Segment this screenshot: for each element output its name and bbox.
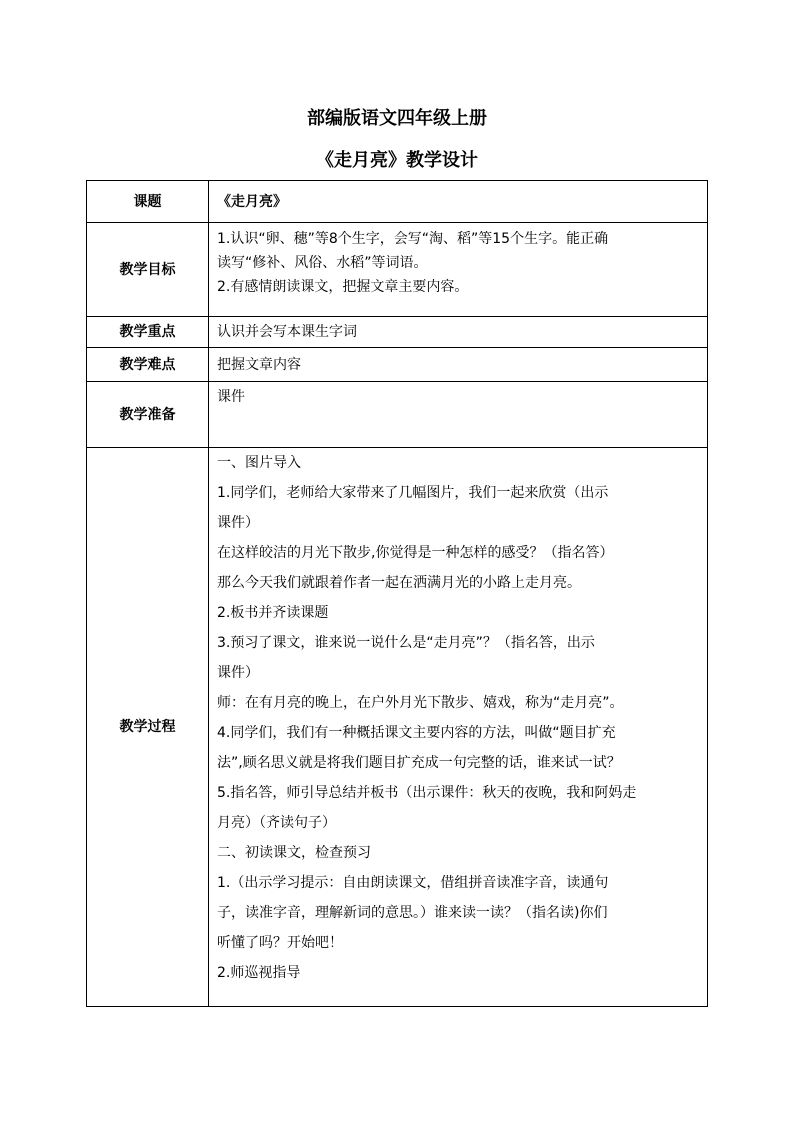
preparation-value: 课件 <box>217 389 245 405</box>
table-row-topic <box>87 181 708 223</box>
preparation-label: 教学准备 <box>87 382 209 448</box>
difficulties-label: 教学难点 <box>87 348 209 382</box>
process-line: 听懂了吗？开始吧！ <box>217 935 343 951</box>
process-line: 那么今天我们就跟着作者一起在洒满月光的小路上走月亮。 <box>217 575 581 591</box>
topic-value: 《走月亮》 <box>209 181 708 223</box>
preparation-content <box>209 382 708 448</box>
process-line: 4.同学们，我们有一种概括课文主要内容的方法，叫做“题目扩充 <box>217 725 616 741</box>
process-line: 1.同学们，老师给大家带来了几幅图片，我们一起来欣赏（出示 <box>217 485 609 501</box>
goals-line: 1.认识“卵、穗”等8个生字，会写“淘、稻”等15个生字。能正确 <box>217 231 609 247</box>
table-row-difficulties <box>87 348 708 382</box>
difficulties-value: 把握文章内容 <box>209 348 708 382</box>
process-line: 3.预习了课文，谁来说一说什么是“走月亮”？（指名答，出示 <box>217 635 595 651</box>
process-line: 2.师巡视指导 <box>217 965 301 981</box>
table-row-process <box>87 448 708 1007</box>
table-row-goals <box>87 223 708 317</box>
table-row-preparation <box>87 382 708 448</box>
process-line: 一、图片导入 <box>217 455 301 471</box>
key-points-label: 教学重点 <box>87 317 209 348</box>
process-label: 教学过程 <box>87 448 209 1007</box>
document-title: 部编版语文四年级上册 <box>307 108 487 129</box>
process-content <box>209 448 708 1007</box>
process-line: 5.指名答，师引导总结并板书（出示课件：秋天的夜晚，我和阿妈走 <box>217 785 637 801</box>
process-line: 子，读准字音，理解新词的意思。）谁来读一读？（指名读)你们 <box>217 905 608 921</box>
goals-label: 教学目标 <box>87 223 209 317</box>
goals-content <box>209 223 708 317</box>
process-line: 课件） <box>217 665 259 681</box>
lesson-plan-table <box>86 180 708 1007</box>
topic-label: 课题 <box>87 181 209 223</box>
goals-line: 读写“修补、风俗、水稻”等词语。 <box>217 255 428 271</box>
key-points-value: 认识并会写本课生字词 <box>209 317 708 348</box>
process-line: 师：在有月亮的晚上，在户外月光下散步、嬉戏，称为“走月亮”。 <box>217 695 624 711</box>
document-subtitle: 《走月亮》教学设计 <box>316 150 478 171</box>
process-line: 法”,顾名思义就是将我们题目扩充成一句完整的话，谁来试一试？ <box>217 755 621 771</box>
process-line: 月亮）（齐读句子） <box>217 815 336 831</box>
process-line: 二、初读课文，检查预习 <box>217 845 371 861</box>
process-line: 1.（出示学习提示：自由朗读课文，借组拼音读准字音，读通句 <box>217 875 609 891</box>
process-line: 在这样皎洁的月光下散步,你觉得是一种怎样的感受？（指名答） <box>217 545 614 561</box>
process-line: 课件） <box>217 515 259 531</box>
process-line: 2.板书并齐读课题 <box>217 605 329 621</box>
table-row-key-points <box>87 317 708 348</box>
goals-line: 2.有感情朗读课文，把握文章主要内容。 <box>217 279 469 295</box>
